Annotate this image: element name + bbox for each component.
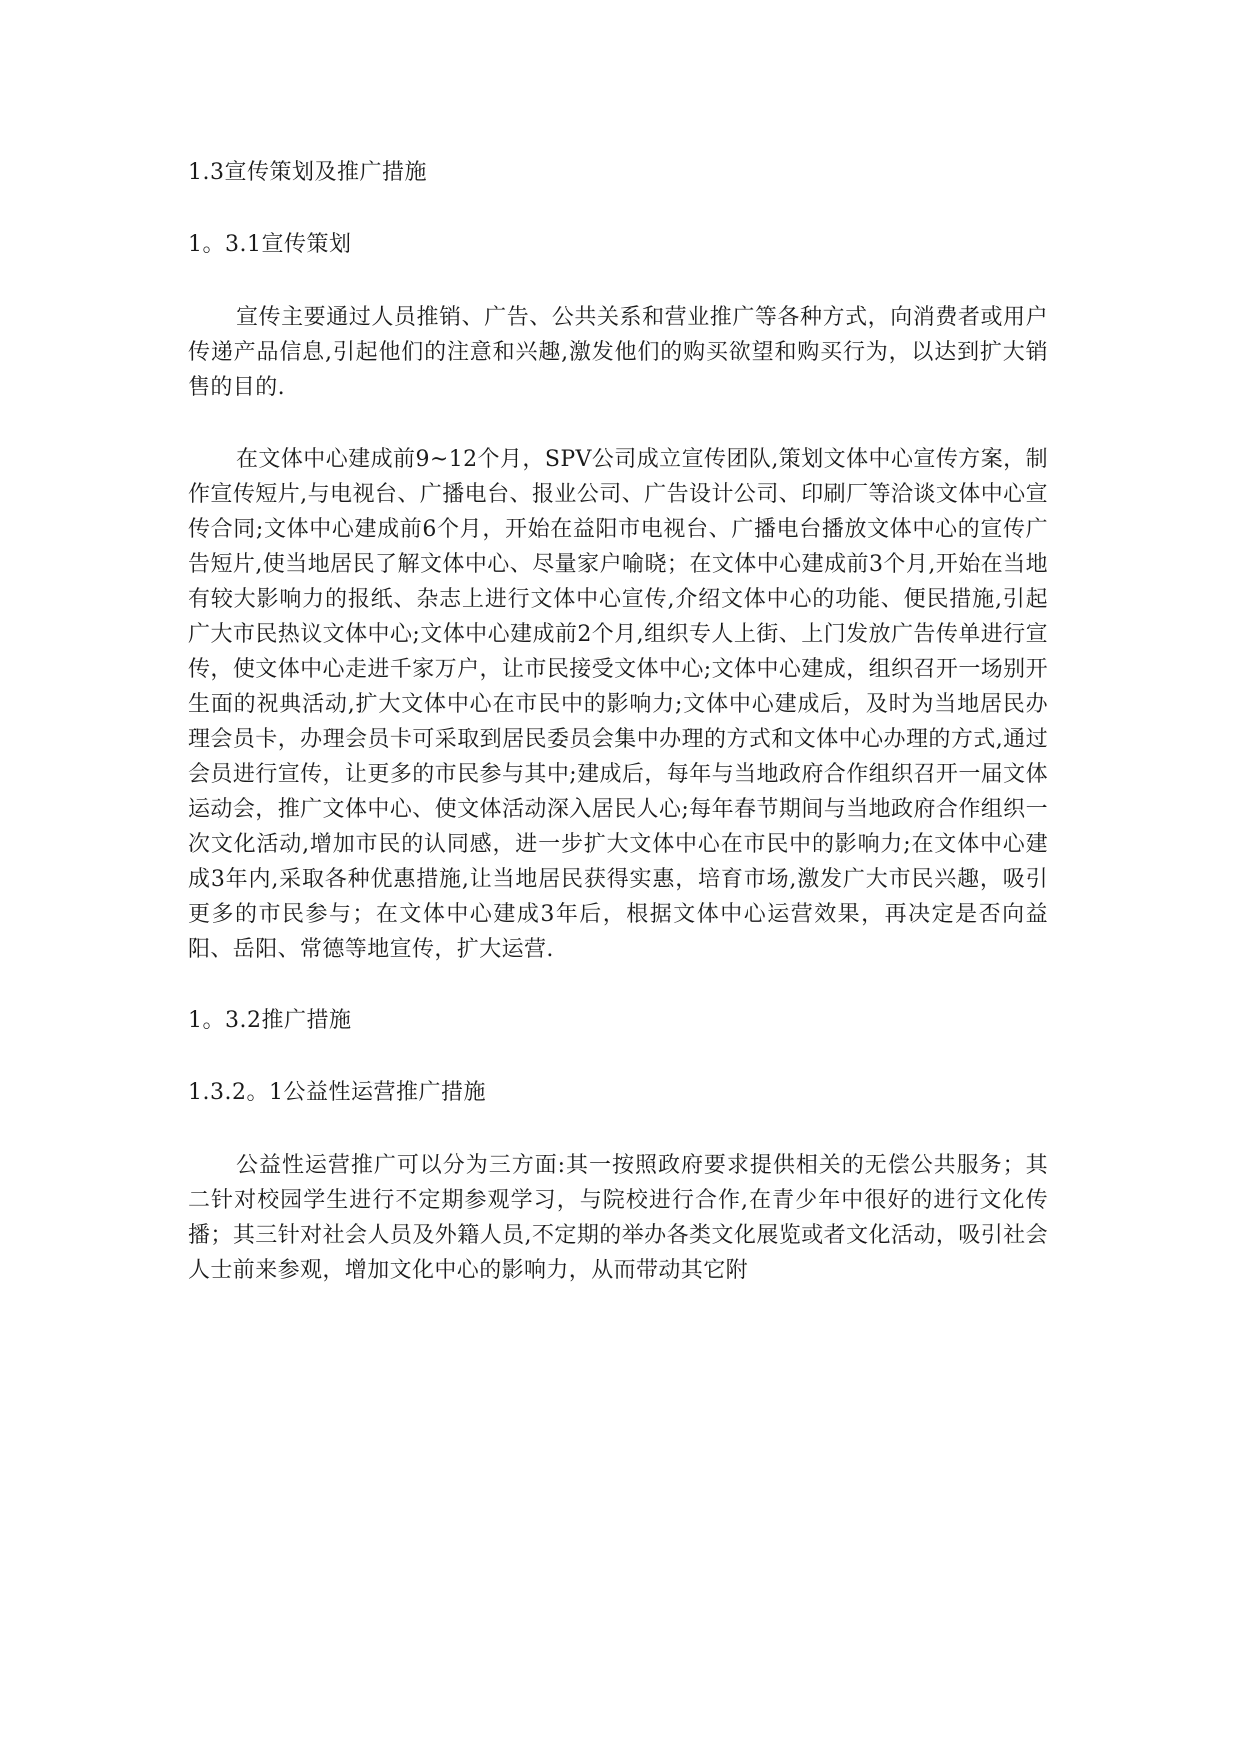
subsection-heading-publicity-planning: 1。3.1宣传策划 [188,232,352,257]
paragraph-public-welfare-promotion: 公益性运营推广可以分为三方面:其一按照政府要求提供相关的无偿公共服务；其二针对校园学生进行不定期参观学习，与院校进行合作,在青少年中很好的进行文化传播；其三针对社会人员及外籍人员,不定期的举办各类文化展览或者文化活动，吸引社会人士前来参观，增加文化中心的影响力，从而带动其它附 [188,1153,1048,1283]
subsubsection-heading-public-welfare: 1.3.2。1公益性运营推广措施 [188,1080,486,1105]
section-heading: 1.3宣传策划及推广措施 [188,160,427,185]
document-body [188,156,1048,1288]
subsection-heading-promotion-measures: 1。3.2推广措施 [188,1008,352,1033]
paragraph-publicity-definition: 宣传主要通过人员推销、广告、公共关系和营业推广等各种方式，向消费者或用户传递产品信息,引起他们的注意和兴趣,激发他们的购买欲望和购买行为，以达到扩大销售的目的. [188,305,1048,400]
paragraph-publicity-schedule: 在文体中心建成前9~12个月，SPV公司成立宣传团队,策划文体中心宣传方案，制作宣传短片,与电视台、广播电台、报业公司、广告设计公司、印刷厂等洽谈文体中心宣传合同;文体中心建成前6个月，开始在益阳市电视台、广播电台播放文体中心的宣传广告短片,使当地居民了解文体中心、尽量家户喻晓；在文体中心建成前3个月,开始在当地有较大影响力的报纸、杂志上进行文体中心宣传,介绍文体中心的功能、便民措施,引起广大市民热议文体中心;文体中心建成前2个月,组织专人上街、上门发放广告传单进行宣传，使文体中心走进千家万户，让市民接受文体中心;文体中心建成，组织召开一场别开生面的祝典活动,扩大文体中心在市民中的影响力;文体中心建成后，及时为当地居民办理会员卡，办理会员卡可采取到居民委员会集中办理的方式和文体中心办理的方式,通过会员进行宣传，让更多的市民参与其中;建成后，每年与当地政府合作组织召开一届文体运动会，推广文体中心、使文体活动深入居民人心;每年春节期间与当地政府合作组织一次文化活动,增加市民的认同感，进一步扩大文体中心在市民中的影响力;在文体中心建成3年内,采取各种优惠措施,让当地居民获得实惠，培育市场,激发广大市民兴趣，吸引更多的市民参与；在文体中心建成3年后，根据文体中心运营效果，再决定是否向益阳、岳阳、常德等地宣传，扩大运营. [188,447,1048,962]
